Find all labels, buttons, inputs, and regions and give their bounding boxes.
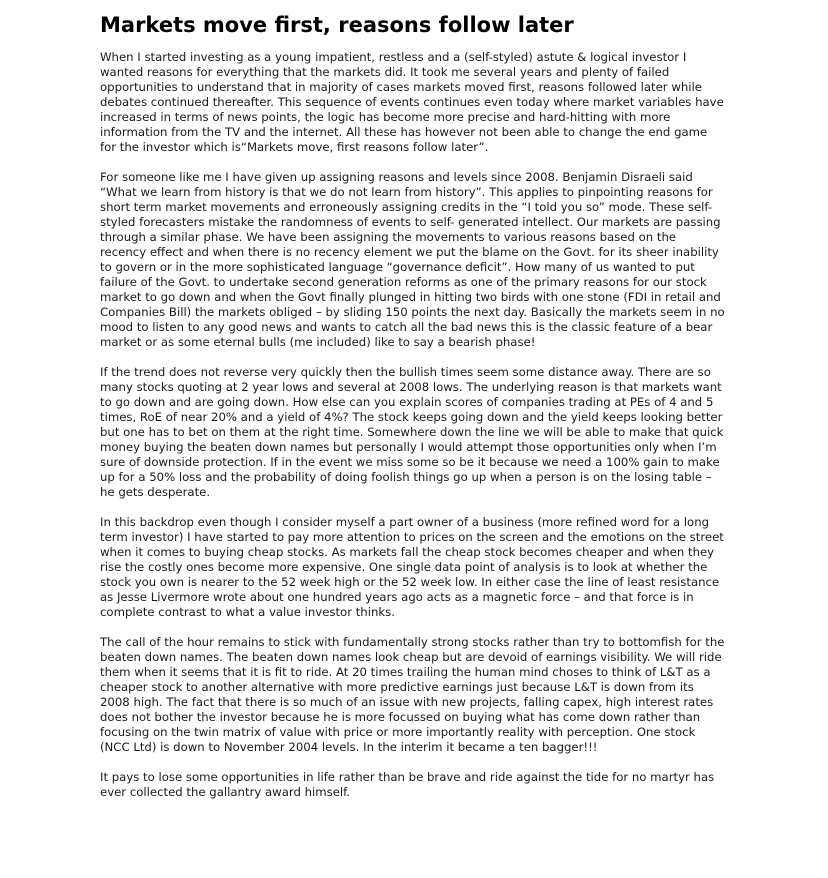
article-paragraph-5: The call of the hour remains to stick with fundamentally strong stocks rather than try to bottomfish for the beaten down names. The beaten down names look cheap but are devoid of earnings visibility. We will ride them when it seems that it is fit to ride. At 20 times trailing the human mind choses to think of L&T as a cheaper stock to another alternative with more predictive earnings just because L&T is down from its 2008 high. The fact that there is so much of an issue with new projects, falling capex, high interest rates does not bother the investor because he is more focussed on buying what has come down rather than focusing on the twin matrix of value with price or more importantly reality with perception. One stock (NCC Ltd) is down to November 2004 levels. In the interim it became a ten bagger!!! xyxy=(100,635,725,754)
article-paragraph-6: It pays to lose some opportunities in life rather than be brave and ride against the tide for no martyr has ever collected the gallantry award himself. xyxy=(100,770,715,799)
article-paragraph-2: For someone like me I have given up assigning reasons and levels since 2008. Benjamin Disraeli said “What we learn from history is that we do not learn from history”. This applies to pinpointing reasons for short term market movements and erroneously assigning credits in the “I told you so” mode. These self-styled forecasters mistake the randomness of events to self- generated intellect. Our markets are passing through a similar phase. We have been assigning the movements to various reasons based on the recency effect and when there is no recency element we put the blame on the Govt. for its sheer inability to govern or in the more sophisticated language “governance deficit”. How many of us wanted to put failure of the Govt. to undertake second generation reforms as one of the primary reasons for our stock market to go down and when the Govt finally plunged in hitting two birds with one stone (FDI in retail and Companies Bill) the markets obliged – by sliding 150 points the next day. Basically the markets seem in no mood to listen to any good news and wants to catch all the bad news this is the classic feature of a bear market or as some eternal bulls (me included) like to say a bearish phase! xyxy=(100,170,725,349)
article-paragraph-4: In this backdrop even though I consider myself a part owner of a business (more refined word for a long term investor) I have started to pay more attention to prices on the screen and the emotions on the street when it comes to buying cheap stocks. As markets fall the cheap stock becomes cheaper and when they rise the costly ones become more expensive. One single data point of analysis is to look at whether the stock you own is nearer to the 52 week high or the 52 week low. In either case the line of least resistance as Jesse Livermore wrote about one hundred years ago acts as a magnetic force – and that force is in complete contrast to what a value investor thinks. xyxy=(100,515,724,619)
article-paragraph-1: When I started investing as a young impatient, restless and a (self-styled) astute & logical investor I wanted reasons for everything that the markets did. It took me several years and plenty of failed opportunities to understand that in majority of cases markets moved first, reasons followed later while debates continued thereafter. This sequence of events continues even today where market variables have increased in terms of news points, the logic has become more precise and hard-hitting with more information from the TV and the internet. All these has however not been able to change the end game for the investor which is“Markets move, first reasons follow later”. xyxy=(100,50,724,154)
article-title: Markets move first, reasons follow later xyxy=(100,13,574,37)
article-paragraph-3: If the trend does not reverse very quickly then the bullish times seem some distance away. There are so many stocks quoting at 2 year lows and several at 2008 lows. The underlying reason is that markets want to go down and are going down. How else can you explain scores of companies trading at PEs of 4 and 5 times, RoE of near 20% and a yield of 4%? The stock keeps going down and the yield keeps looking better but one has to bet on them at the right time. Somewhere down the line we will be able to make that quick money buying the beaten down names but personally I would attempt those opportunities only when I’m sure of downside protection. If in the event we miss some so be it because we need a 100% gain to make up for a 50% loss and the probability of doing foolish things go up when a person is on the losing table – he gets desperate. xyxy=(100,365,724,499)
